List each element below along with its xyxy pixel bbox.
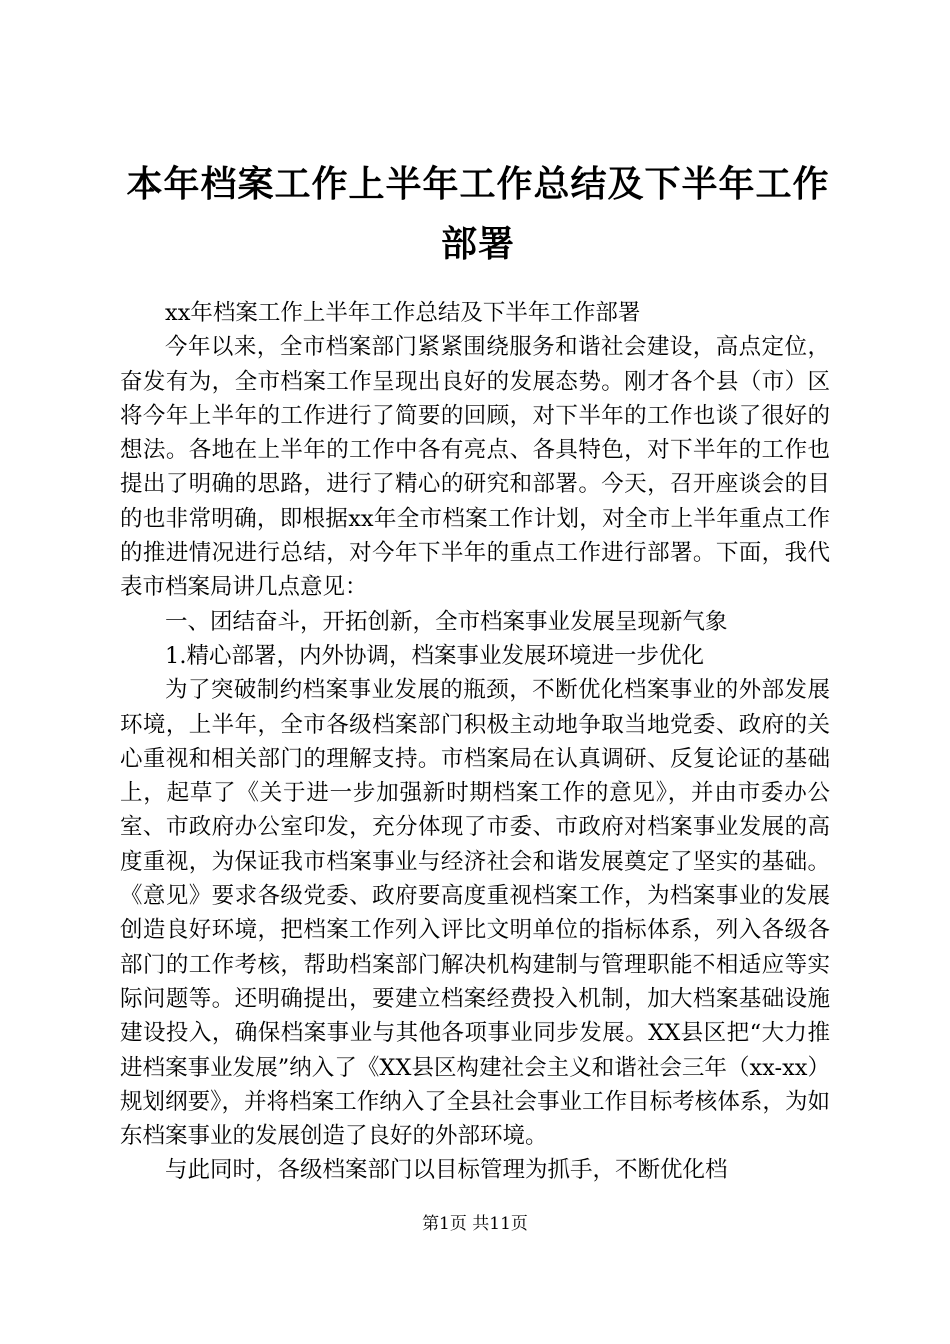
section-heading: 一、团结奋斗，开拓创新，全市档案事业发展呈现新气象 (165, 608, 728, 635)
paragraph: 为了突破制约档案事业发展的瓶颈，不断优化档案事业的外部发展环境，上半年，全市各级档案部门积极主动地争取当地党委、政府的关心重视和相关部门的理解支持。市档案局在认真调研、反复论证的基础上，起草了《关于进一步加强新时期档案工作的意见》，并由市委办公室、市政府办公室印发，充分体现了市委、市政府对档案事业发展的高度重视，为保证我市档案事业与经济社会和谐发展奠定了坚实的基础。《意见》要求各级党委、政府要高度重视档案工作，为档案事业的发展创造良好环境，把档案工作列入评比文明单位的指标体系，列入各级各部门的工作考核，帮助档案部门解决机构建制与管理职能不相适应等实际问题等。还明确提出，要建立档案经费投入机制，加大档案基础设施建设投入，确保档案事业与其他各项事业同步发展。XX县区把“大力推进档案事业发展”纳入了《XX县区构建社会主义和谐社会三年（xx-xx）规划纲要》，并将档案工作纳入了全县社会事业工作目标考核体系，为如东档案事业的发展创造了良好的外部环境。 (120, 677, 830, 1150)
document-body (120, 296, 830, 1188)
page-footer: 第1页 共11页 (422, 1214, 528, 1234)
subsection-heading: 1.精心部署，内外协调，档案事业发展环境进一步优化 (165, 642, 704, 669)
document-subtitle: xx年档案工作上半年工作总结及下半年工作部署 (165, 300, 641, 326)
document-title: 本年档案工作上半年工作总结及下半年工作部署 (126, 164, 830, 265)
paragraph: 与此同时，各级档案部门以目标管理为抓手，不断优化档 (165, 1157, 728, 1184)
paragraph: 今年以来，全市档案部门紧紧围绕服务和谐社会建设，高点定位，奋发有为，全市档案工作呈现出良好的发展态势。刚才各个县（市）区将今年上半年的工作进行了简要的回顾，对下半年的工作也谈了很好的想法。各地在上半年的工作中各有亮点、各具特色，对下半年的工作也提出了明确的思路，进行了精心的研究和部署。今天，召开座谈会的目的也非常明确，即根据xx年全市档案工作计划，对全市上半年重点工作的推进情况进行总结，对今年下半年的重点工作进行部署。下面，我代表市档案局讲几点意见： (120, 334, 830, 601)
